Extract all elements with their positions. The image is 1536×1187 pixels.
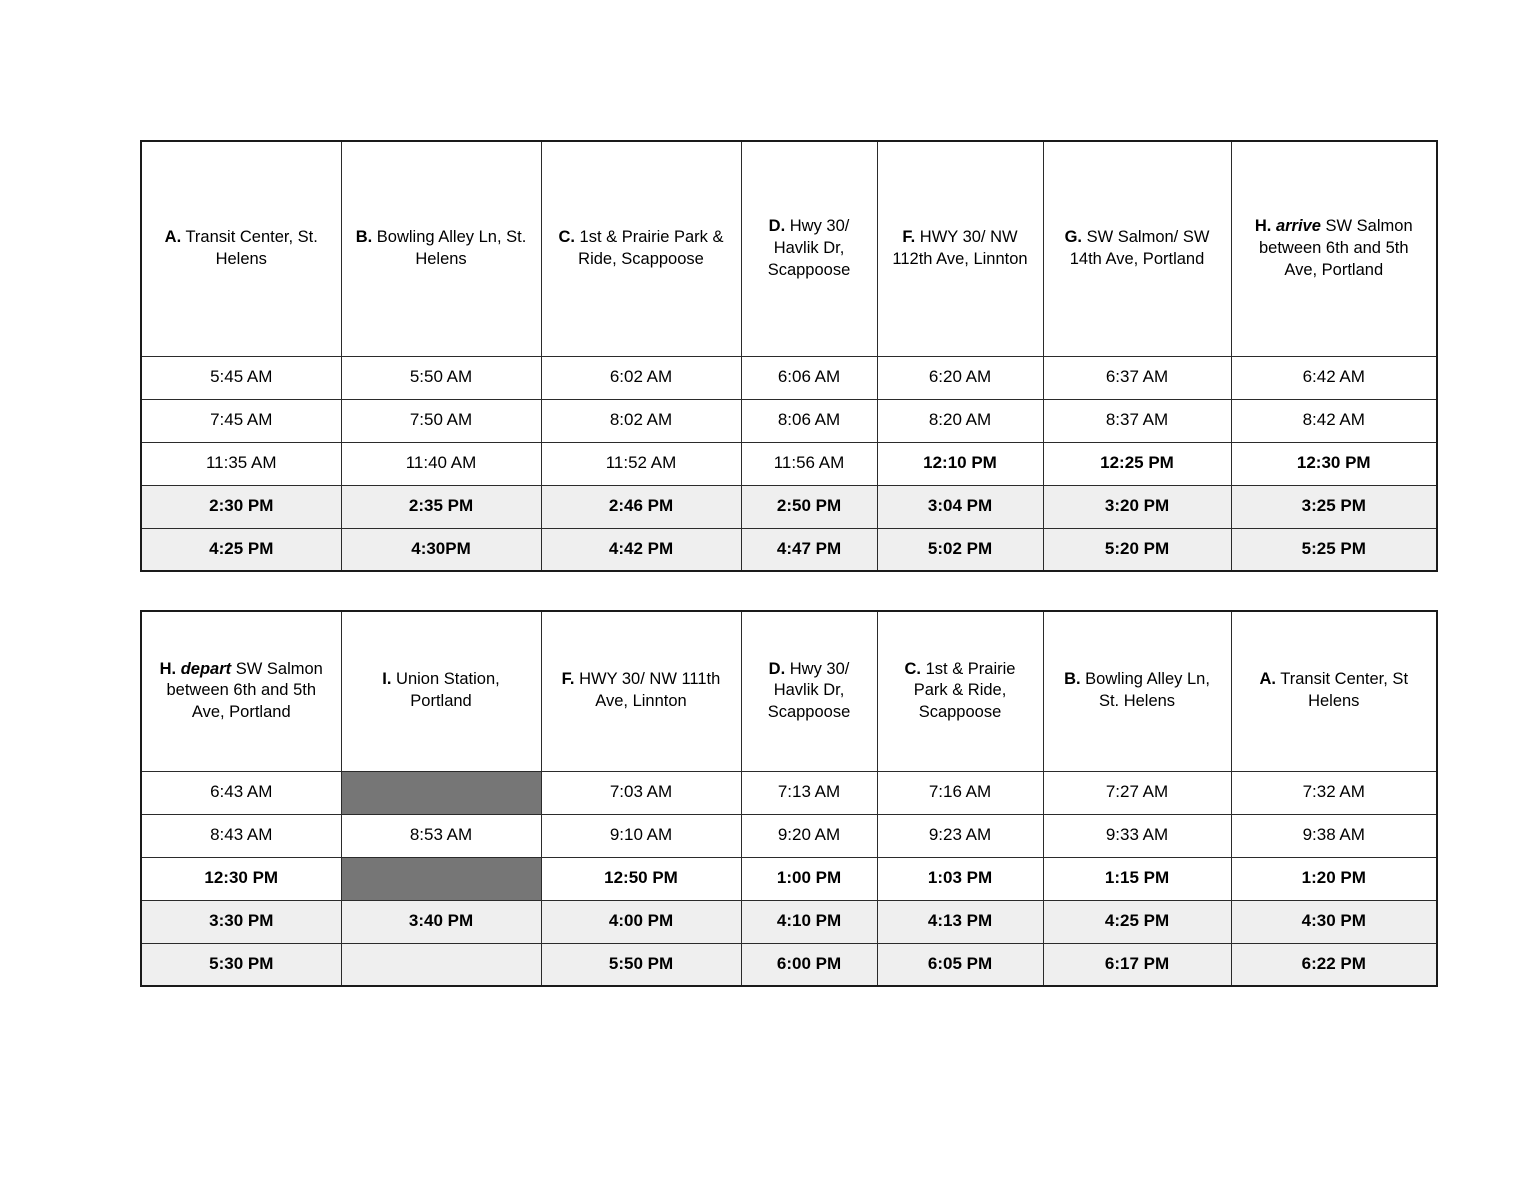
departure-time-cell: 6:02 AM	[541, 356, 741, 399]
table-header-row	[141, 611, 1437, 771]
departure-time-cell: 7:13 AM	[741, 771, 877, 814]
no-service-cell	[341, 857, 541, 900]
stop-name: HWY 30/ NW 112th Ave, Linnton	[892, 227, 1028, 268]
stop-name: SW Salmon/ SW 14th Ave, Portland	[1069, 227, 1210, 268]
departure-time-cell: 7:27 AM	[1043, 771, 1231, 814]
schedule-table-southbound	[140, 610, 1438, 987]
stop-letter: D.	[768, 217, 786, 236]
departure-time-cell: 8:06 AM	[741, 399, 877, 442]
stop-letter: A.	[1259, 670, 1276, 689]
departure-time-cell: 6:17 PM	[1043, 943, 1231, 986]
no-service-cell	[341, 771, 541, 814]
stop-name: Bowling Alley Ln, St. Helens	[1080, 670, 1210, 711]
stop-name: Union Station, Portland	[391, 670, 500, 711]
schedule-table-northbound	[140, 140, 1438, 572]
stop-letter: B.	[1064, 670, 1081, 689]
stop-name: Bowling Alley Ln, St. Helens	[372, 227, 527, 268]
column-header	[1231, 611, 1437, 771]
departure-time-cell: 2:35 PM	[341, 485, 541, 528]
departure-time-cell: 4:25 PM	[141, 528, 341, 571]
table-row	[141, 943, 1437, 986]
departure-time-cell: 1:03 PM	[877, 857, 1043, 900]
table-row	[141, 528, 1437, 571]
departure-time-cell: 9:23 AM	[877, 814, 1043, 857]
departure-time-cell: 7:32 AM	[1231, 771, 1437, 814]
departure-time-cell: 1:20 PM	[1231, 857, 1437, 900]
stop-letter: H.	[1254, 217, 1272, 236]
departure-time-cell: 3:20 PM	[1043, 485, 1231, 528]
departure-time-cell: 12:50 PM	[541, 857, 741, 900]
departure-time-cell: 9:20 AM	[741, 814, 877, 857]
departure-time-cell: 7:45 AM	[141, 399, 341, 442]
departure-time-cell: 4:47 PM	[741, 528, 877, 571]
column-header	[541, 141, 741, 356]
stop-emphasis: arrive	[1271, 217, 1321, 236]
departure-time-cell: 4:10 PM	[741, 900, 877, 943]
stop-letter: B.	[355, 227, 373, 246]
column-header	[141, 611, 341, 771]
stop-letter: F.	[902, 227, 916, 246]
stop-letter: D.	[768, 659, 786, 678]
departure-time-cell: 6:22 PM	[1231, 943, 1437, 986]
stop-name: Transit Center, St. Helens	[181, 227, 318, 268]
departure-time-cell: 4:30 PM	[1231, 900, 1437, 943]
departure-time-cell: 5:25 PM	[1231, 528, 1437, 571]
departure-time-cell: 6:42 AM	[1231, 356, 1437, 399]
table-row	[141, 485, 1437, 528]
column-header	[741, 141, 877, 356]
departure-time-cell: 9:10 AM	[541, 814, 741, 857]
table-row	[141, 857, 1437, 900]
departure-time-cell: 8:42 AM	[1231, 399, 1437, 442]
column-header	[1231, 141, 1437, 356]
table-body	[141, 611, 1437, 986]
departure-time-cell: 7:16 AM	[877, 771, 1043, 814]
departure-time-cell: 5:50 PM	[541, 943, 741, 986]
departure-time-cell: 3:25 PM	[1231, 485, 1437, 528]
departure-time-cell: 8:37 AM	[1043, 399, 1231, 442]
departure-time-cell: 6:00 PM	[741, 943, 877, 986]
stop-letter: C.	[904, 659, 922, 678]
column-header	[877, 611, 1043, 771]
stop-letter: I.	[382, 670, 392, 689]
departure-time-cell: 5:30 PM	[141, 943, 341, 986]
table-row	[141, 771, 1437, 814]
no-service-cell	[341, 943, 541, 986]
departure-time-cell: 5:45 AM	[141, 356, 341, 399]
departure-time-cell: 3:04 PM	[877, 485, 1043, 528]
departure-time-cell: 12:30 PM	[1231, 442, 1437, 485]
departure-time-cell: 6:06 AM	[741, 356, 877, 399]
stop-letter: F.	[561, 670, 575, 689]
stop-name: SW Salmon between 6th and 5th Ave, Portland	[166, 659, 323, 722]
stop-name: 1st & Prairie Park & Ride, Scappoose	[574, 227, 724, 268]
departure-time-cell: 11:52 AM	[541, 442, 741, 485]
departure-time-cell: 5:02 PM	[877, 528, 1043, 571]
stop-letter: A.	[164, 227, 182, 246]
column-header	[741, 611, 877, 771]
departure-time-cell: 11:56 AM	[741, 442, 877, 485]
stop-name: Hwy 30/ Havlik Dr, Scappoose	[767, 217, 851, 279]
departure-time-cell: 2:30 PM	[141, 485, 341, 528]
stop-name: Transit Center, St Helens	[1275, 670, 1409, 711]
departure-time-cell: 8:43 AM	[141, 814, 341, 857]
stop-name: 1st & Prairie Park & Ride, Scappoose	[913, 659, 1016, 722]
departure-time-cell: 8:20 AM	[877, 399, 1043, 442]
column-header	[141, 141, 341, 356]
departure-time-cell: 9:33 AM	[1043, 814, 1231, 857]
table-row	[141, 442, 1437, 485]
departure-time-cell: 4:13 PM	[877, 900, 1043, 943]
column-header	[1043, 141, 1231, 356]
stop-name: HWY 30/ NW 111th Ave, Linnton	[574, 670, 721, 711]
departure-time-cell: 5:20 PM	[1043, 528, 1231, 571]
departure-time-cell: 3:30 PM	[141, 900, 341, 943]
departure-time-cell: 2:50 PM	[741, 485, 877, 528]
departure-time-cell: 6:43 AM	[141, 771, 341, 814]
departure-time-cell: 9:38 AM	[1231, 814, 1437, 857]
table-row	[141, 900, 1437, 943]
departure-time-cell: 1:00 PM	[741, 857, 877, 900]
stop-letter: G.	[1064, 227, 1082, 246]
table-row	[141, 814, 1437, 857]
departure-time-cell: 4:42 PM	[541, 528, 741, 571]
table-row	[141, 356, 1437, 399]
stop-letter: C.	[558, 227, 575, 246]
departure-time-cell: 6:20 AM	[877, 356, 1043, 399]
departure-time-cell: 4:25 PM	[1043, 900, 1231, 943]
departure-time-cell: 12:30 PM	[141, 857, 341, 900]
table-body	[141, 141, 1437, 571]
departure-time-cell: 3:40 PM	[341, 900, 541, 943]
column-header	[877, 141, 1043, 356]
departure-time-cell: 5:50 AM	[341, 356, 541, 399]
column-header	[541, 611, 741, 771]
departure-time-cell: 7:50 AM	[341, 399, 541, 442]
column-header	[1043, 611, 1231, 771]
departure-time-cell: 11:40 AM	[341, 442, 541, 485]
departure-time-cell: 1:15 PM	[1043, 857, 1231, 900]
departure-time-cell: 2:46 PM	[541, 485, 741, 528]
departure-time-cell: 12:10 PM	[877, 442, 1043, 485]
departure-time-cell: 6:05 PM	[877, 943, 1043, 986]
stop-emphasis: depart	[176, 659, 232, 678]
departure-time-cell: 4:30PM	[341, 528, 541, 571]
departure-time-cell: 4:00 PM	[541, 900, 741, 943]
column-header	[341, 141, 541, 356]
departure-time-cell: 7:03 AM	[541, 771, 741, 814]
departure-time-cell: 6:37 AM	[1043, 356, 1231, 399]
stop-letter: H.	[159, 659, 177, 678]
departure-time-cell: 8:53 AM	[341, 814, 541, 857]
departure-time-cell: 8:02 AM	[541, 399, 741, 442]
stop-name: SW Salmon between 6th and 5th Ave, Portland	[1258, 217, 1413, 279]
table-header-row	[141, 141, 1437, 356]
stop-name: Hwy 30/ Havlik Dr, Scappoose	[767, 659, 851, 722]
departure-time-cell: 12:25 PM	[1043, 442, 1231, 485]
table-row	[141, 399, 1437, 442]
column-header	[341, 611, 541, 771]
departure-time-cell: 11:35 AM	[141, 442, 341, 485]
